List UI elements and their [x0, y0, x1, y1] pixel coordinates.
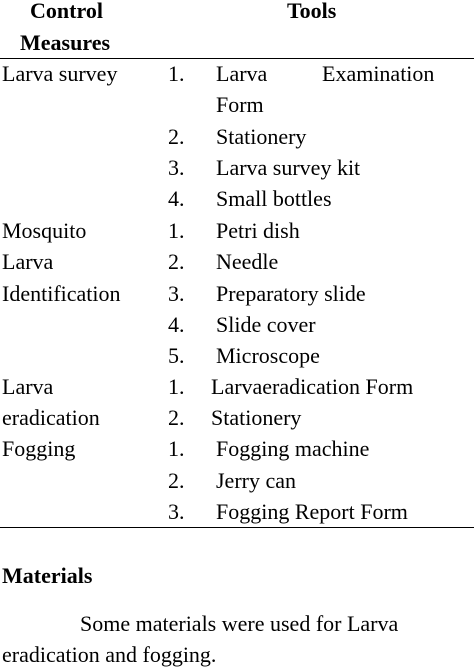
- tool-label: Larvaeradication Form: [211, 374, 414, 399]
- tool-number: 1.: [168, 61, 185, 86]
- measure-label: Larva survey: [2, 61, 118, 86]
- header-measures: Measures: [20, 30, 111, 55]
- tool-number: 2.: [168, 405, 185, 430]
- measure-label: Identification: [2, 281, 121, 306]
- tool-number: 2.: [168, 468, 185, 493]
- tool-label: Petri dish: [216, 218, 300, 243]
- tool-number: 4.: [168, 186, 185, 211]
- tool-number: 5.: [168, 343, 185, 368]
- section-title: Materials: [2, 563, 93, 588]
- tool-label: Stationery: [211, 405, 302, 430]
- measure-label: Fogging: [2, 436, 76, 461]
- tool-label: Larva survey kit: [216, 155, 361, 180]
- tool-label: Stationery: [216, 124, 307, 149]
- tool-number: 1.: [168, 436, 185, 461]
- tool-label: Form: [216, 92, 264, 117]
- tool-number: 1.: [168, 218, 185, 243]
- header-control: Control: [30, 0, 103, 23]
- tool-label: Slide cover: [216, 312, 316, 337]
- tool-label: Preparatory slide: [216, 281, 366, 306]
- tool-number: 2.: [168, 249, 185, 274]
- tool-label: Microscope: [216, 343, 320, 368]
- tool-number: 3.: [168, 155, 185, 180]
- tool-label: Examination: [322, 61, 435, 86]
- tool-number: 2.: [168, 124, 185, 149]
- tool-number: 4.: [168, 312, 185, 337]
- tool-number: 3.: [168, 281, 185, 306]
- header-rule: [0, 58, 474, 59]
- tool-label: Small bottles: [216, 186, 332, 211]
- paragraph-line: Some materials were used for Larva: [80, 611, 399, 636]
- measure-label: Larva: [2, 374, 54, 399]
- table-bottom-rule: [0, 527, 474, 528]
- measure-label: Mosquito: [2, 218, 87, 243]
- tool-label: Larva: [216, 61, 268, 86]
- measure-label: eradication: [2, 405, 100, 430]
- tool-label: Needle: [216, 249, 279, 274]
- tool-label: Jerry can: [216, 468, 297, 493]
- header-tools: Tools: [287, 0, 337, 23]
- tool-number: 1.: [168, 374, 185, 399]
- measure-label: Larva: [2, 249, 54, 274]
- tool-number: 3.: [168, 499, 185, 524]
- paragraph-line: eradication and fogging.: [2, 642, 217, 667]
- tool-label: Fogging Report Form: [216, 499, 408, 524]
- tool-label: Fogging machine: [216, 436, 370, 461]
